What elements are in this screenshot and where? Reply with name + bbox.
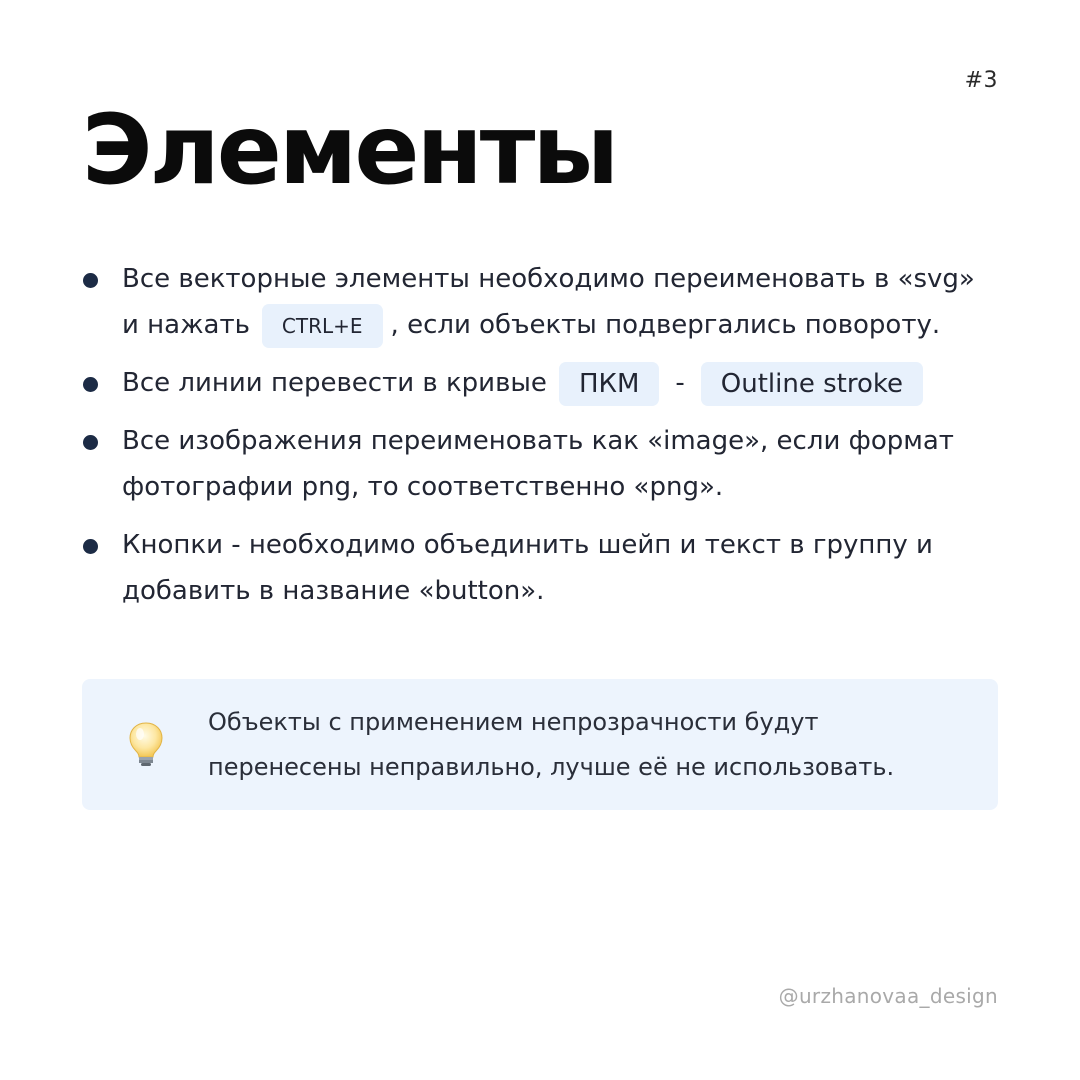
list-item	[82, 418, 982, 510]
lightbulb-icon	[126, 721, 166, 767]
bullet-dot	[83, 273, 98, 288]
key-badge-pkm: ПКМ	[559, 362, 659, 406]
bullet-text-line2: добавить в название «button».	[122, 576, 545, 606]
bullet-dot	[83, 435, 98, 450]
list-item	[82, 360, 982, 406]
tip-text	[208, 700, 968, 790]
bullet-list	[82, 256, 982, 614]
bullet-dot	[83, 377, 98, 392]
bullet-text-line2: фотографии png, то соответственно «png».	[122, 472, 724, 502]
page-number: #3	[964, 68, 998, 93]
bullet-text-line2	[122, 302, 982, 348]
bullet-text-suffix: , если объекты подвергались повороту.	[390, 310, 941, 340]
list-item	[82, 256, 982, 348]
bullet-text-prefix: и нажать	[122, 310, 250, 340]
list-item	[82, 522, 982, 614]
separator: -	[675, 368, 685, 398]
bullet-dot	[83, 539, 98, 554]
author-handle: @urzhanovaa_design	[778, 984, 998, 1008]
tip-callout	[82, 679, 998, 810]
bullet-text: Кнопки - необходимо объединить шейп и текст в группу и	[122, 530, 933, 560]
bullet-text: Все изображения переименовать как «image», если формат	[122, 426, 954, 456]
key-badge-outline-stroke: Outline stroke	[701, 362, 923, 406]
bullet-text: Все векторные элементы необходимо переименовать в «svg»	[122, 264, 975, 294]
shortcut-badge: CTRL+E	[262, 304, 383, 348]
page-title: Элементы	[82, 94, 617, 206]
tip-text-line1: Объекты с применением непрозрачности будут	[208, 708, 819, 736]
tip-text-line2: перенесены неправильно, лучше её не использовать.	[208, 753, 895, 781]
bullet-text-line	[122, 360, 982, 406]
bullet-text: Все линии перевести в кривые	[122, 368, 547, 398]
